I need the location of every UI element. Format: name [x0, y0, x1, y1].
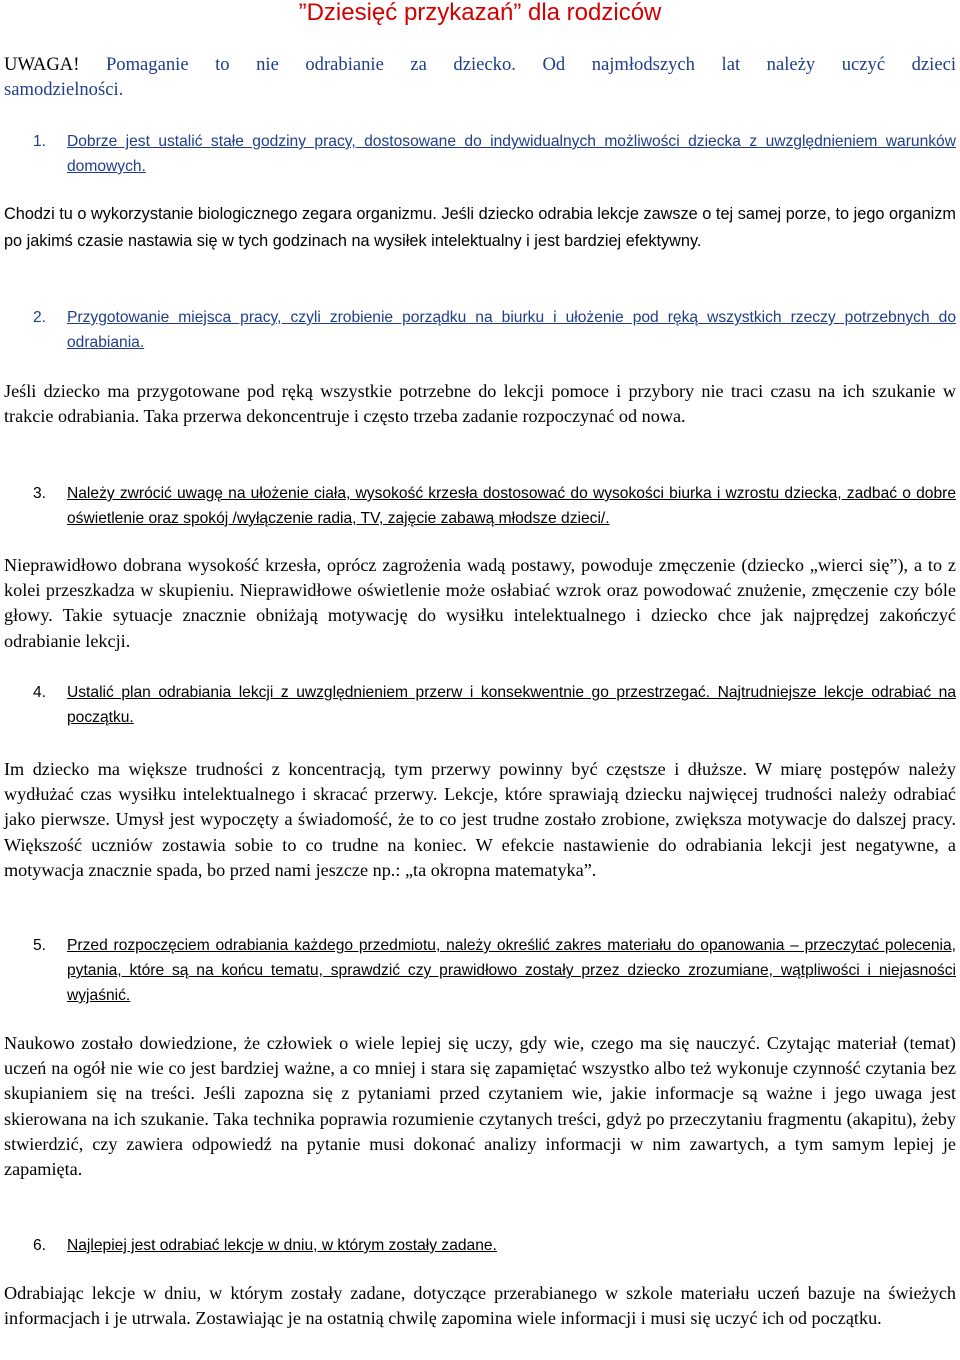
warning-text-line2: samodzielności.: [4, 79, 124, 100]
rule-5-explanation: Naukowo zostało dowiedzione, że człowiek o wiele lepiej się uczy, gdy wie, czego ma się nauczyć. Czytając materiał (temat) uczeń na ogół nie wie co jest bardziej ważne, a co mniej i stara się zapamiętać wszystko albo też wykonuje czynność czytania bez skupianiem się na treści. Jeśli zapozna się z pytaniami przed czytaniem wie, jakie informacje są ważne i jego uwaga jest skierowana na ich szukanie. Taka technika poprawia rozumienie czytanych treści, gdyż po przeczytaniu fragmentu (akapitu), żeby stwierdzić, czy zawiera odpowiedź na pytanie musi dokonać analizy informacji w nim zawartych, a tym samym lepiej je zapamięta.: [4, 1033, 956, 1180]
rule-number: 5.: [33, 937, 47, 954]
rule-2-explanation: Jeśli dziecko ma przygotowane pod ręką wszystkie potrzebne do lekcji pomoce i przybory nie traci czasu na ich szukanie w trakcie odrabiania. Taka przerwa dekoncentruje i często trzeba zadanie rozpoczynać od nowa.: [4, 381, 956, 427]
rule-text: Dobrze jest ustalić stałe godziny pracy, dostosowane do indywidualnych możliwości dziecka z uwzględnieniem warunków domowych.: [67, 133, 956, 175]
rule-number: 6.: [33, 1237, 47, 1254]
rule-number: 1.: [33, 133, 47, 150]
rule-2-heading: [34, 305, 956, 355]
rule-text: Przygotowanie miejsca pracy, czyli zrobienie porządku na biurku i ułożenie pod ręką wszystkich rzeczy potrzebnych do odrabiania.: [67, 309, 956, 351]
rule-number: 2.: [33, 309, 47, 326]
rule-6-heading: [34, 1233, 956, 1258]
warning-text: Pomaganie to nie odrabianie za dziecko. Od najmłodszych lat należy uczyć dzieci: [79, 54, 956, 75]
document-title: ”Dziesięć przykazań” dla rodziców: [298, 0, 662, 26]
rule-number: 3.: [33, 485, 47, 502]
rule-1-explanation: Chodzi tu o wykorzystanie biologicznego zegara organizmu. Jeśli dziecko odrabia lekcje zawsze o tej samej porze, to jego organizm po jakimś czasie nastawia się w tych godzinach na wysiłek intelektualny i jest bardziej efektywny.: [4, 205, 956, 250]
rule-text: Najlepiej jest odrabiać lekcje w dniu, w którym zostały zadane.: [67, 1237, 497, 1254]
warning-label: UWAGA!: [4, 54, 80, 75]
rule-text: Przed rozpoczęciem odrabiania każdego przedmiotu, należy określić zakres materiału do opanowania – przeczytać polecenia, pytania, które są na końcu tematu, sprawdzić czy prawidłowo zostały przez dziecko zrozumiane, wątpliwości i niejasności wyjaśnić.: [67, 937, 956, 1004]
warning-note: [4, 52, 956, 102]
rule-4-explanation: Im dziecko ma większe trudności z koncentracją, tym przerwy powinny być częstsze i dłuższe. W miarę postępów należy wydłużać czas wysiłku intelektualnego i skracać przerwy. Lekcje, które sprawiają dziecku najwięcej trudności należy odrabiać jako pierwsze. Umysł jest wypoczęty a świadomość, że to co jest trudne zostało zrobione, zwiększa motywacje do dalszej pracy. Większość uczniów zostawia sobie to co trudne na koniec. W efekcie nastawienie do odrabiania lekcji jest negatywne, a motywacja znacznie spada, bo przed nami jeszcze np.: „ta okropna matematyka”.: [4, 759, 956, 880]
rule-3-heading: [34, 481, 956, 531]
rule-4-heading: [34, 680, 956, 730]
rule-text: Ustalić plan odrabiania lekcji z uwzględnieniem przerw i konsekwentnie go przestrzegać. Najtrudniejsze lekcje odrabiać na początku.: [67, 684, 956, 726]
rule-5-heading: [34, 933, 956, 1008]
rule-number: 4.: [33, 684, 47, 701]
rule-3-explanation: Nieprawidłowo dobrana wysokość krzesła, oprócz zagrożenia wadą postawy, powoduje zmęczenie (dziecko „wierci się”), a to z kolei przeszkadza w skupieniu. Nieprawidłowe oświetlenie może osłabiać wzrok oraz powodować znużenie, zmęczenie czy bóle głowy. Takie sytuacje znacznie obniżają motywację do wysiłku intelektualnego i dziecko chce jak najprędzej zakończyć odrabianie lekcji.: [4, 555, 956, 651]
rule-1-heading: [34, 129, 956, 179]
rule-6-explanation: Odrabiając lekcje w dniu, w którym zostały zadane, dotyczące przerabianego w szkole materiału uczeń bazuje na świeżych informacjach i je utrwala. Zostawiając je na ostatnią chwilę zapomina wiele informacji i musi się uczyć ich od początku.: [4, 1283, 956, 1329]
rule-text: Należy zwrócić uwagę na ułożenie ciała, wysokość krzesła dostosować do wysokości biurka i wzrostu dziecka, zadbać o dobre oświetlenie oraz spokój /wyłączenie radia, TV, zajęcie zabawą młodsze dzieci/.: [67, 485, 956, 527]
